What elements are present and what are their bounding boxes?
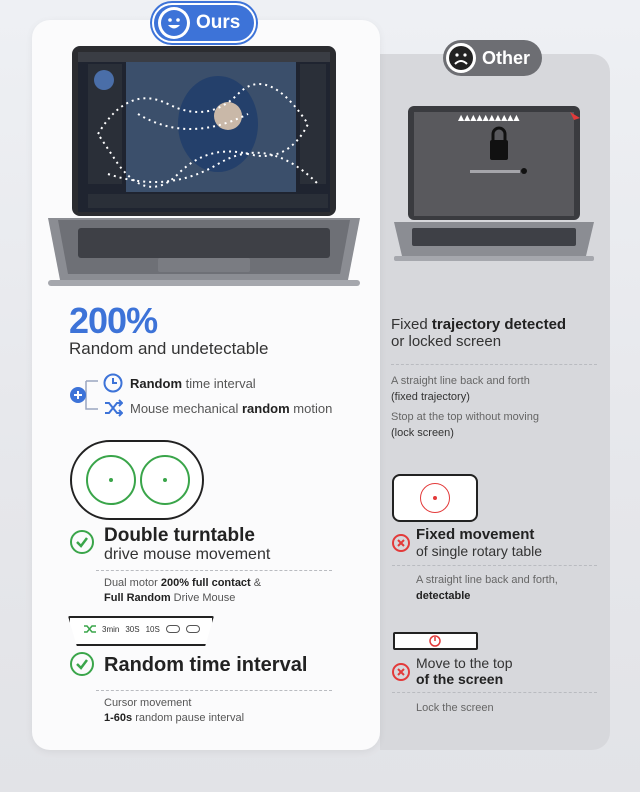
sad-face-icon [446,43,476,73]
turntable-title: Double turntable drive mouse movement [104,525,271,563]
other-note-2: Stop at the top without moving (lock screen) [391,411,539,439]
top-note: Lock the screen [416,702,494,714]
shuffle-icon [84,624,96,634]
other-label: Other [482,47,531,68]
feature-random-motion [102,397,332,419]
happy-face-icon [158,7,190,39]
device-labels [84,624,200,634]
turntable-right [140,455,190,505]
double-turntable-diagram [70,440,204,520]
divider [96,690,332,691]
feature-random-time [102,372,256,394]
ours-subtitle: Random and undetectable [69,339,269,358]
feature-random-bold: Random [130,375,182,391]
ours-label: Ours [196,12,241,33]
device-label-10s: 10S [145,624,160,634]
check-icon [70,652,94,676]
feature-motion-pre: Mouse mechanical [130,400,242,416]
device-power-icon [186,625,200,633]
x-icon [392,534,410,553]
movement-note: A straight line back and forth, detectable [416,574,558,602]
movement-title-block: Fixed movement of single rotary table [416,526,543,559]
plus-bracket [68,372,104,423]
turntable-note: Dual motor 200% full contact & Full Random Drive Mouse [104,577,262,604]
device-label-3min: 3min [102,624,120,634]
divider [96,570,332,571]
ours-pill [152,3,256,43]
clock-icon [102,372,124,394]
svg-text:▲▲▲▲▲▲▲▲▲▲: ▲▲▲▲▲▲▲▲▲▲ [458,113,520,122]
device-switch-icon [166,625,180,633]
device-label-30s: 30S [125,624,140,634]
turntable-subtitle: drive mouse movement [104,546,271,563]
slim-device-image [393,632,478,650]
interval-title: Random time interval [104,654,308,676]
other-title: Fixed trajectory detected or locked screen [391,316,567,350]
shuffle-icon [102,397,124,419]
feature-motion-rest: motion [289,400,333,416]
interval-note: Cursor movement 1-60s random pause interval [104,697,245,724]
divider [392,692,597,693]
feature-random-rest: time interval [182,375,256,391]
top-title-block: Move to the top of the screen [416,655,513,687]
other-note-1: A straight line back and forth (fixed trajectory) [391,375,530,403]
divider [391,364,597,365]
single-rotary-diagram [392,474,478,522]
divider [392,565,597,566]
check-icon [70,530,94,554]
feature-motion-bold: random [242,400,290,416]
other-laptop-image [394,104,594,262]
x-icon [392,663,410,682]
headline-200: 200% [69,300,158,341]
other-pill [443,40,542,76]
ours-laptop-image [48,44,360,290]
turntable-left [86,455,136,505]
